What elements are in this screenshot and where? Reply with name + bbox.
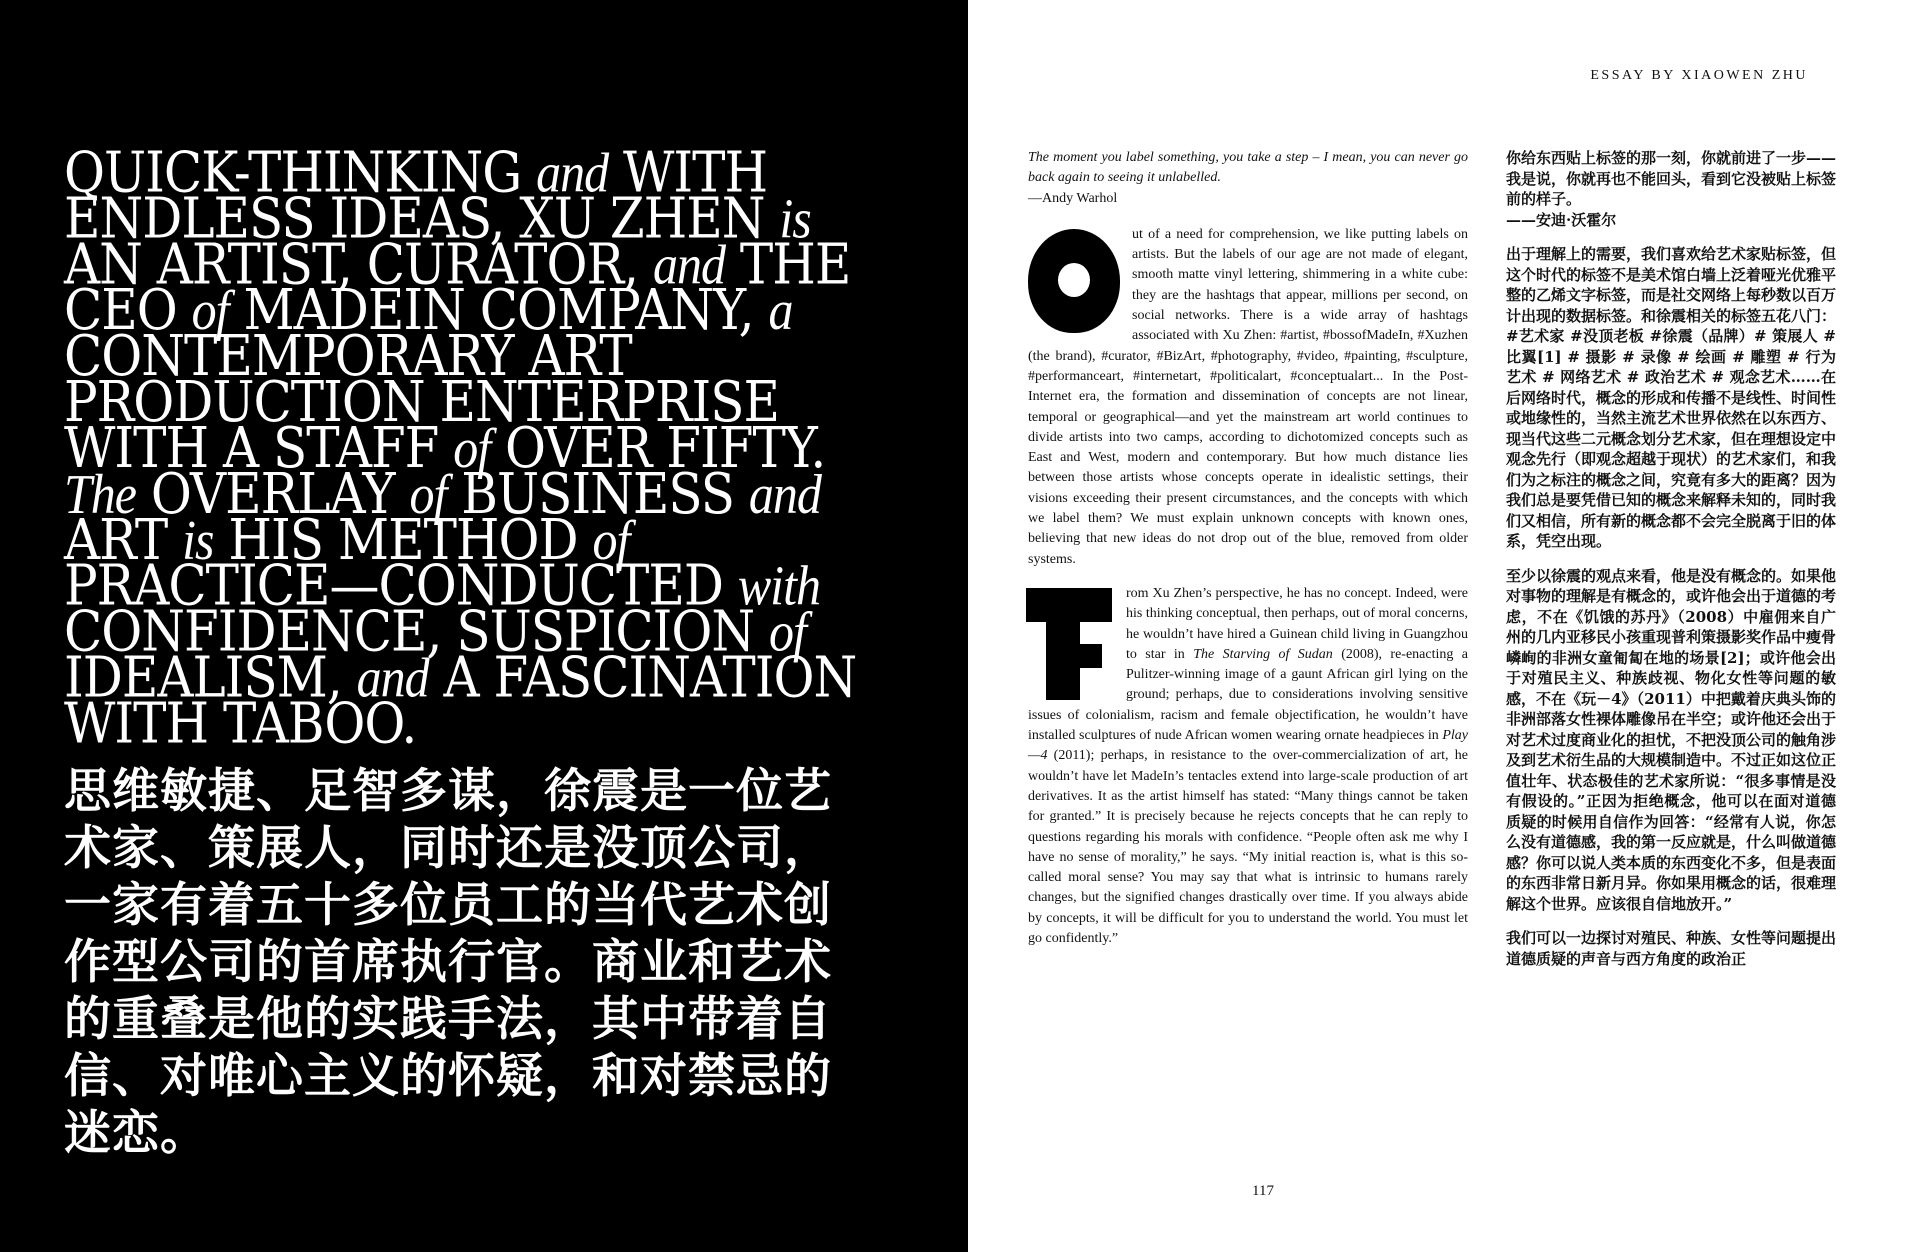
paragraph-2-text-b: (2008), re-enacting a Pulitzer-winning image of a gaunt African girl lying on the ground; perhaps, due to considerations involving sensitive issues of colonialism, racism and female objectification, he wouldn’t have installed sculptures of nude African women wearing ornate headpieces in (1028, 646, 1468, 744)
pull-quote-italic-word: with (737, 554, 820, 618)
pull-quote-segment: IDEALISM, (64, 645, 357, 710)
pull-quote-italic-word: of (409, 462, 447, 526)
drop-cap-o (1028, 229, 1120, 333)
pull-quote-italic-word: is (779, 186, 811, 250)
pull-quote-italic-word: The (64, 462, 136, 526)
pull-quote-italic-word: and (652, 232, 725, 296)
epigraph-attribution-english: —Andy Warhol (1028, 190, 1118, 206)
pull-quote-italic-word: of (769, 600, 806, 663)
pull-quote-segment: HIS METHOD (213, 507, 593, 573)
pull-quote-segment: QUICK-THINKING (64, 139, 537, 205)
right-page (968, 0, 1920, 1252)
pull-quote-segment: BUSINESS (446, 461, 749, 527)
epigraph-chinese: 你给东西贴上标签的那一刻，你就前进了一步——我是说，你就再也不能回头，看到它没被贴上标签前的样子。 (1506, 149, 1837, 208)
artwork-title-starving-of-sudan: The Starving of Sudan (1193, 646, 1333, 662)
paragraph-2-chinese: 至少以徐震的观点来看，他是没有概念的。如果他对事物的理解是有概念的，或许他会出于道德的考虑，不在《饥饿的苏丹》（2008）中雇佣来自广州的几内亚移民小孩重现普利策摄影奖作品中瘦骨嶙峋的非洲女童匍匐在地的场景[2]；或许他会出于对殖民主义、种族歧视、物化女性等问题的敏感，不在《玩－4》（2011）中把戴着庆典头饰的非洲部落女性裸体雕像吊在半空；或许他还会出于对艺术过度商业化的担忧，不把没顶公司的触角涉及到艺术衍生品的大规模制造中。不过正如这位正值壮年、状态极佳的艺术家所说：“很多事情是没有假设的。”正因为拒绝概念，他可以在面对道德质疑的时候用自信作为回答：“经常有人说，你怎么没有道德感，我的第一反应就是，什么叫做道德感？你可以说人类本质的东西变化不多，但是表面的东西非常日新月异。你如果用概念的话，很难理解这个世界。应该很自信地放开。” (1506, 566, 1837, 913)
pull-quote-segment: WITH ENDLESS IDEAS, XU ZHEN (64, 139, 780, 251)
paragraph-1-chinese: 出于理解上的需要，我们喜欢给艺术家贴标签，但这个时代的标签不是美术馆白墙上泛着哑光优雅平整的乙烯文字标签，而是社交网络上每秒数以百万计出现的数据标签。和徐震相关的标签五花八门：#艺术家 #没顶老板 #徐震（品牌）# 策展人 # 比翼[1] # 摄影 # 录像 # 绘画 # 雕塑 # 行为艺术 # 网络艺术 # 政治艺术 # 观念艺术……在后网络时代，概念的形成和传播不是线性、时间性或地缘性的，当然主流艺术世界依然在以东西方、现当代这些二元概念划分艺术家，但在理想设定中观念先行（即观念超越于现状）的艺术家们，和我们为之标注的概念之间，究竟有多大的距离？因为我们总是要凭借已知的概念来解释未知的，同时我们又相信，所有新的概念都不会完全脱离于旧的体系，凭空出现。 (1506, 245, 1837, 550)
artwork-title-play-4: Play—4 (1028, 728, 1468, 764)
paragraph-3-chinese: 我们可以一边探讨对殖民、种族、女性等问题提出道德质疑的声音与西方角度的政治正 (1506, 929, 1837, 968)
pull-quote-segment: AN ARTIST, CURATOR, (64, 231, 653, 297)
chinese-column (1506, 148, 1836, 969)
pull-quote-segment: THE CEO (64, 231, 851, 343)
pull-quote-segment: CONFIDENCE, SUSPICION (64, 599, 770, 665)
pull-quote-english (64, 139, 864, 756)
pull-quote-segment: PRACTICE—CONDUCTED (64, 553, 738, 619)
running-head: ESSAY BY XIAOWEN ZHU (1590, 68, 1808, 83)
pull-quote-italic-word: of (191, 278, 229, 342)
paragraph-2-text-a: rom Xu Zhen’s perspective, he has no concept. Indeed, were his thinking conceptual, then perhaps, out of moral concerns, he wouldn’t have hired a Guinean child living in Guangzhou to star in (1126, 585, 1468, 662)
pull-quote-segment: OVERLAY (136, 461, 410, 527)
pull-quote-italic-word: of (592, 508, 630, 572)
epigraph-english: The moment you label something, you take a step – I mean, you can never go back again to seeing it unlabelled. (1028, 150, 1468, 186)
page-number: 117 (1252, 1183, 1274, 1199)
pull-quote-italic-word: and (356, 646, 429, 709)
pull-quote-italic-word: of (453, 416, 491, 480)
pull-quote-segment: CONTEMPORARY ART PRODUCTION ENTERPRISE WITH A STAFF (64, 323, 780, 481)
pull-quote-segment: OVER FIFTY. (490, 415, 826, 481)
pull-quote-italic-word: and (748, 462, 821, 526)
pull-quote-chinese: 思维敏捷、足智多谋，徐震是一位艺术家、策展人，同时还是没顶公司，一家有着五十多位员工的当代艺术创作型公司的首席执行官。商业和艺术的重叠是他的实践手法，其中带着自信、对唯心主义的怀疑，和对禁忌的迷恋。 (64, 764, 832, 1161)
pull-quote-segment: A FASCINATION WITH TABOO. (64, 645, 857, 756)
paragraph-2-text-c: (2011); perhaps, in resistance to the over-commercialization of art, he wouldn’t have let MadeIn’s tentacles extend into large-scale production of art derivatives. It as the artist himself has stated: “Many things cannot be taken for granted.” It is precisely because he rejects concepts that he can reply to questions regarding his morals with confidence. “People often ask me why I have no sense of morality,” he says. “My initial reaction is, what is this so-called moral sense? You may say that what is intrinsic to humans rarely changes, but the signified changes drastically over time. If you always abide by concepts, it will be difficult for you to understand the world. You must let go confidently.” (1028, 748, 1468, 946)
epigraph-attribution-chinese: ——安迪·沃霍尔 (1506, 210, 1617, 229)
pull-quote-segment: MADEIN COMPANY, (228, 277, 769, 343)
pull-quote-segment: ART (64, 507, 183, 573)
pull-quote-italic-word: is (182, 508, 214, 572)
pull-quote-italic-word: and (536, 141, 609, 204)
paragraph-1-english (1028, 225, 1468, 570)
paragraph-2-english (1028, 584, 1468, 949)
pull-quote-italic-word: a (768, 278, 793, 342)
paragraph-1-text: ut of a need for comprehension, we like putting labels on artists. But the labels of our age are not made of elegant, smooth matte vinyl lettering, shimmering in a white cube: they are the hashtags that appear, millions per second, on social networks. There is a wide array of hashtags associated with Xu Zhen: #artist, #bossofMadeIn, #Xuzhen (the brand), #curator, #BizArt, #photography, #video, #painting, #sculpture, #performanceart, #internetart, #politicalart, #conceptualart... In the Post-Internet era, the formation and dissemination of concepts are not linear, temporal or geographical—and yet the mainstream art world continues to divide artists into two camps, according to dichotomized concepts such as East and West, modern and contemporary. But how much distance lies between those artists whose concepts operate in idealistic settings, their visions exceeding their present circumstances, and the concepts with which we label them? We must explain unknown concepts with known ones, believing that new ideas do not drop out of the blue, removed from older systems. (1028, 226, 1468, 567)
drop-cap-f (1026, 588, 1116, 700)
english-column (1028, 148, 1468, 963)
